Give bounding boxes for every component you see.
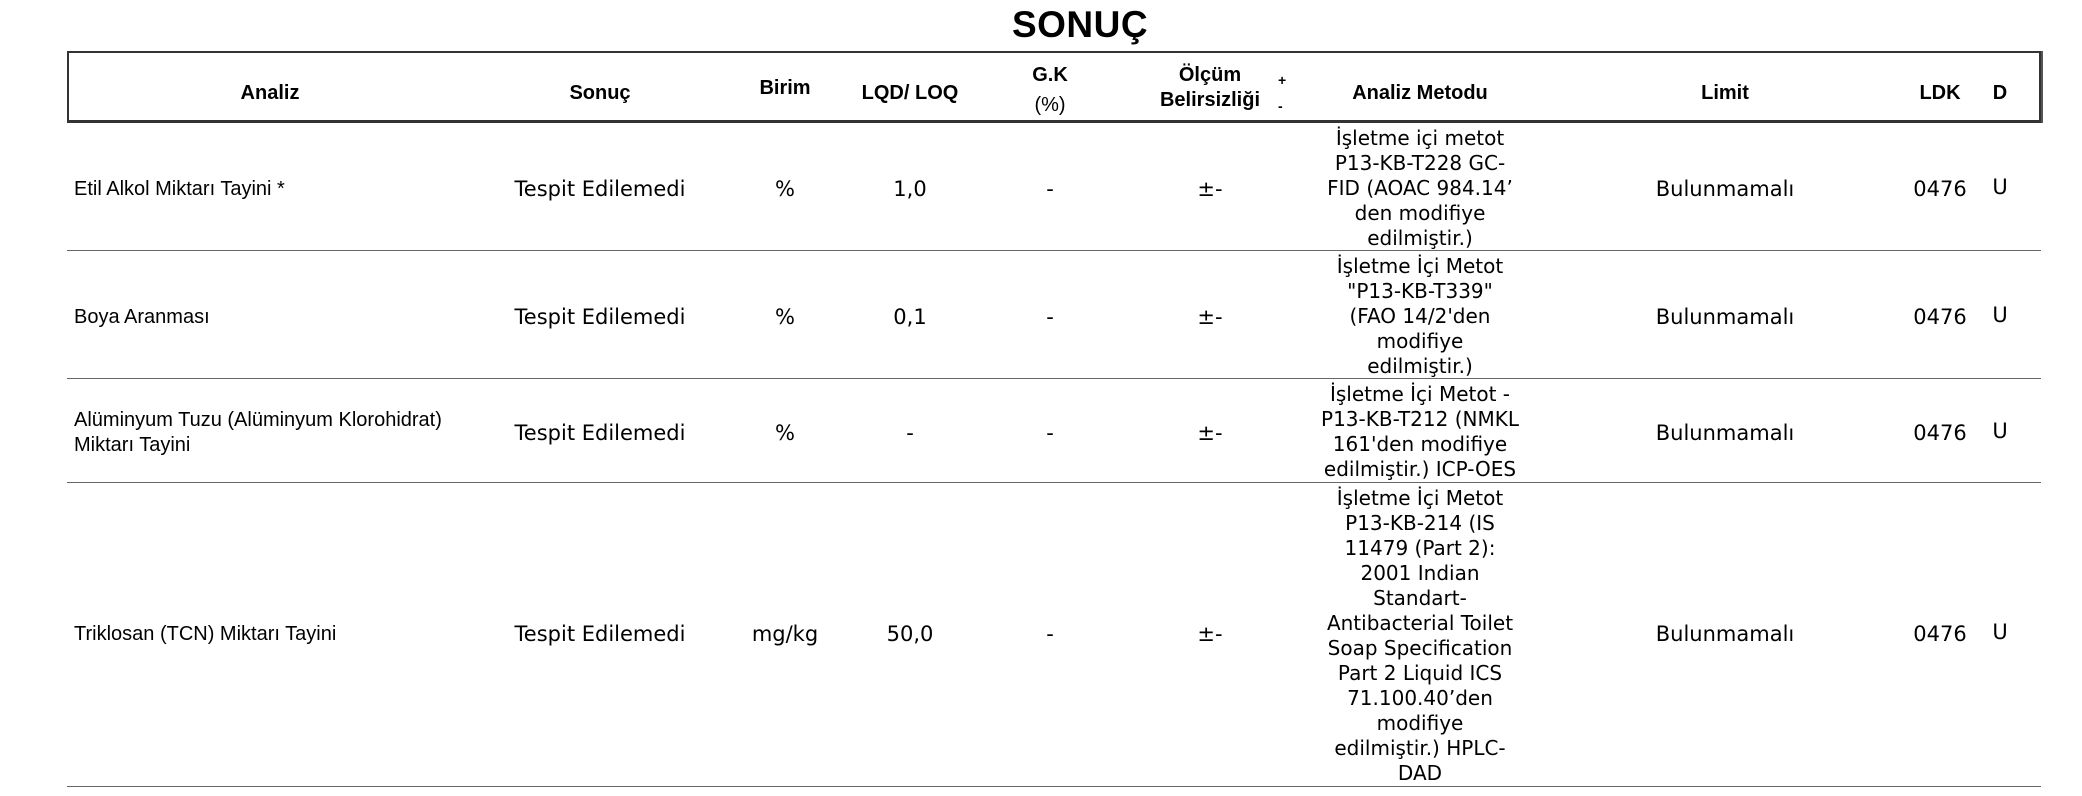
cell-limit: Bulunmamalı (1655, 177, 1795, 201)
cell-sonuc: Tespit Edilemedi (514, 305, 686, 329)
cell-lqd: 0,1 (893, 305, 927, 329)
cell-analiz-metodu: İşletme İçi Metot P13-KB-214 (IS 11479 (Part 2): 2001 Indian Standart- Antibacterial Toilet Soap Specification Part 2 Liquid ICS 71.100.40’den modifiye edilmiştir.) HPLC- DAD (1326, 486, 1514, 785)
cell-ldk: 0476 (1913, 421, 1967, 445)
cell-limit: Bulunmamalı (1655, 305, 1795, 329)
header-olcum-2: Belirsizliği (1159, 89, 1261, 111)
header-minus: - (1278, 98, 1283, 114)
cell-birim: % (775, 421, 795, 445)
header-gk: G.K (1032, 64, 1068, 86)
cell-lqd: 50,0 (886, 622, 934, 646)
page-title: SONUÇ (1011, 4, 1149, 45)
cell-lqd: 1,0 (893, 177, 927, 201)
cell-birim: % (775, 305, 795, 329)
cell-limit: Bulunmamalı (1655, 421, 1795, 445)
header-gk-unit: (%) (1034, 94, 1066, 116)
cell-analiz-metodu: İşletme içi metot P13-KB-T228 GC- FID (AOAC 984.14’ den modifiye edilmiştir.) (1327, 126, 1513, 250)
cell-d: U (1992, 419, 2008, 443)
cell-gk: - (1046, 177, 1054, 201)
cell-d: U (1992, 303, 2008, 327)
cell-ldk: 0476 (1913, 305, 1967, 329)
header-d: D (1992, 82, 2008, 104)
cell-olcum: ±- (1197, 421, 1223, 445)
cell-olcum: ±- (1197, 622, 1223, 646)
cell-lqd: - (906, 421, 914, 445)
cell-olcum: ±- (1197, 177, 1223, 201)
cell-gk: - (1046, 622, 1054, 646)
header-limit: Limit (1701, 82, 1749, 104)
header-plus: + (1278, 72, 1287, 88)
cell-d: U (1992, 620, 2008, 644)
cell-olcum: ±- (1197, 305, 1223, 329)
cell-limit: Bulunmamalı (1655, 622, 1795, 646)
header-analiz: Analiz (240, 82, 300, 104)
header-sonuc: Sonuç (569, 82, 631, 104)
header-ldk: LDK (1919, 82, 1961, 104)
cell-d: U (1992, 175, 2008, 199)
cell-ldk: 0476 (1913, 622, 1967, 646)
cell-birim: mg/kg (751, 622, 819, 646)
cell-sonuc: Tespit Edilemedi (514, 622, 686, 646)
cell-analiz: Etil Alkol Miktarı Tayini * (74, 178, 285, 200)
cell-analiz-metodu: İşletme İçi Metot - P13-KB-T212 (NMKL 161'den modifiye edilmiştir.) ICP-OES (1321, 382, 1519, 481)
cell-analiz-metodu: İşletme İçi Metot "P13-KB-T339" (FAO 14/2'den modifiye edilmiştir.) (1336, 254, 1504, 378)
cell-birim: % (775, 177, 795, 201)
cell-analiz: Alüminyum Tuzu (Alüminyum Klorohidrat) Miktarı Tayini (74, 409, 442, 456)
cell-sonuc: Tespit Edilemedi (514, 177, 686, 201)
header-analiz-metodu: Analiz Metodu (1352, 82, 1488, 104)
header-lqd-loq: LQD/ LOQ (861, 82, 959, 104)
cell-analiz: Triklosan (TCN) Miktarı Tayini (74, 623, 337, 645)
header-olcum: Ölçüm (1178, 64, 1242, 86)
cell-sonuc: Tespit Edilemedi (514, 421, 686, 445)
cell-analiz: Boya Aranması (74, 306, 210, 328)
cell-gk: - (1046, 421, 1054, 445)
cell-gk: - (1046, 305, 1054, 329)
cell-ldk: 0476 (1913, 177, 1967, 201)
header-birim: Birim (759, 77, 811, 99)
